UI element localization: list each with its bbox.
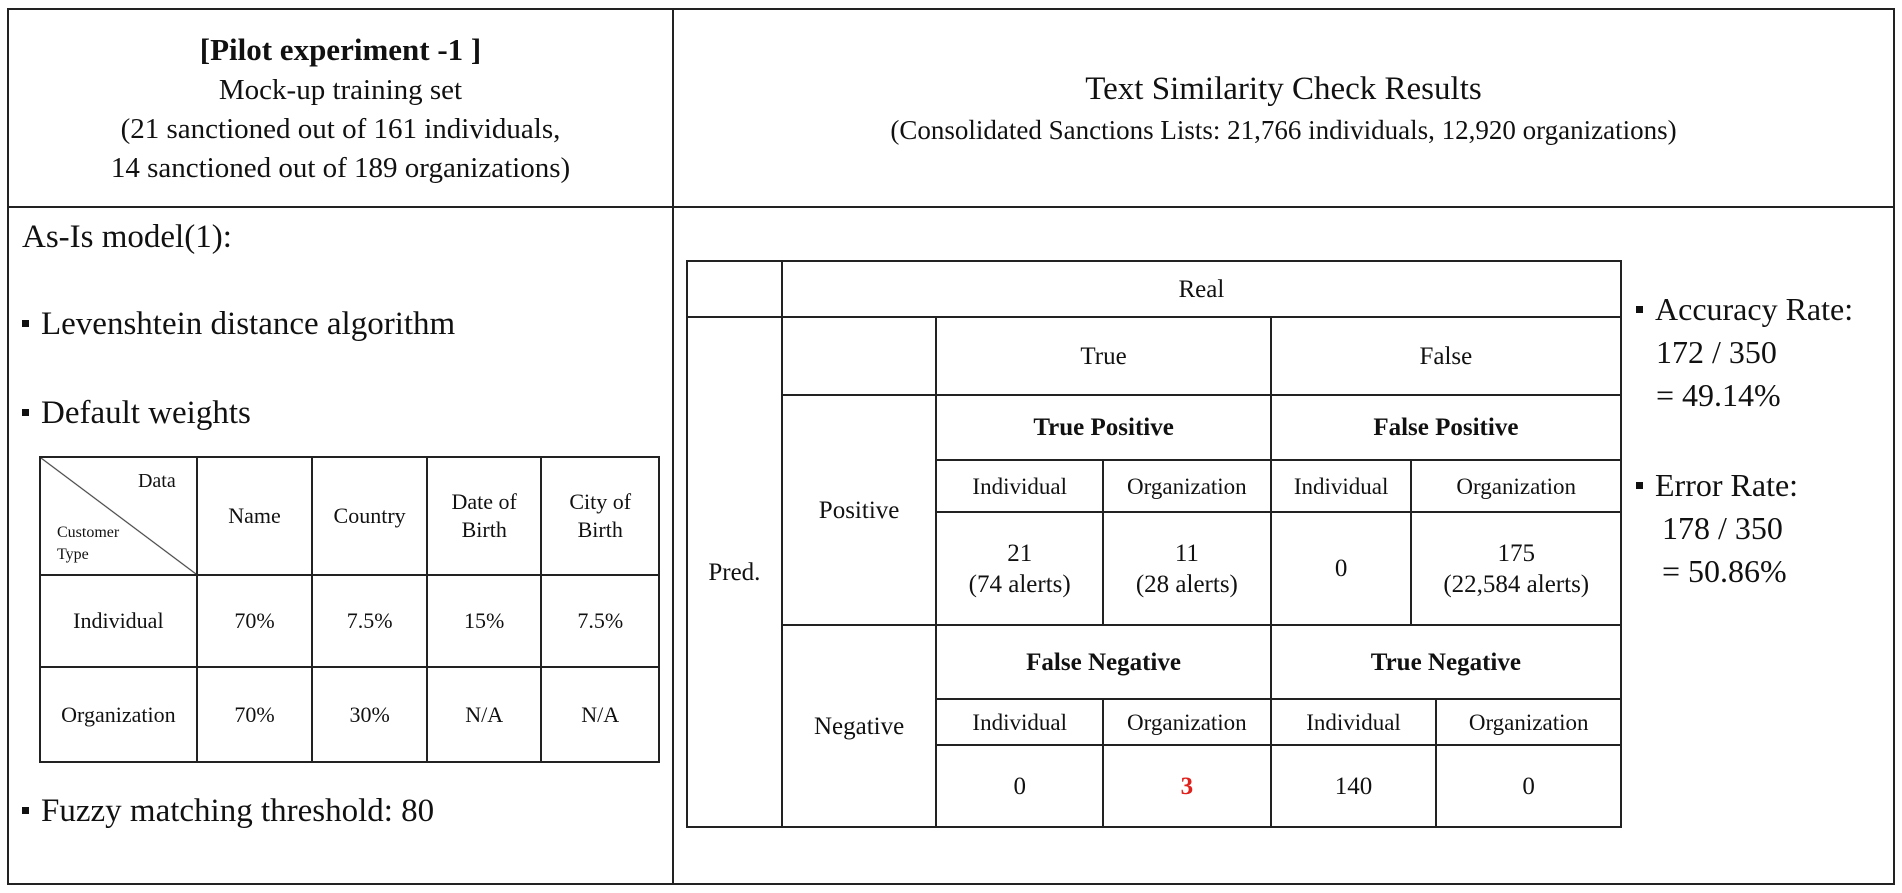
tn-individual-value: 140: [1271, 745, 1437, 827]
weights-corner-cell: [40, 457, 197, 575]
accuracy-rate-block: [1636, 288, 1853, 417]
tp-organization-header: Organization: [1103, 460, 1271, 512]
col-header-dob: Date of Birth: [427, 457, 542, 575]
tn-individual-header: Individual: [1271, 699, 1437, 745]
cell-value: 70%: [197, 667, 313, 762]
cell-value: 7.5%: [312, 575, 427, 667]
true-negative-label: True Negative: [1271, 625, 1621, 699]
accuracy-rate-value: = 49.14%: [1656, 377, 1781, 413]
col-header-name: Name: [197, 457, 313, 575]
row-type-organization: Organization: [40, 667, 197, 762]
pred-header: Pred.: [687, 317, 782, 827]
fp-organization-header: Organization: [1411, 460, 1621, 512]
corner-customer-type-label: Customer Type: [57, 524, 120, 563]
training-set-label: Mock-up training set: [218, 73, 463, 106]
bullet-icon: [1636, 306, 1643, 313]
cell-value: 70%: [197, 575, 313, 667]
experiment-title: [Pilot experiment -1 ]: [199, 31, 482, 67]
row-type-individual: Individual: [40, 575, 197, 667]
left-header: [9, 10, 672, 206]
negative-row-header: Negative: [782, 625, 937, 827]
tn-organization-value: 0: [1436, 745, 1621, 827]
real-false-header: False: [1271, 317, 1621, 395]
cell-value: 7.5%: [541, 575, 659, 667]
false-negative-label: False Negative: [936, 625, 1270, 699]
cell-value: 30%: [312, 667, 427, 762]
col-header-cob: City of Birth: [541, 457, 659, 575]
fp-individual-header: Individual: [1271, 460, 1412, 512]
error-rate-label: Error Rate:: [1636, 464, 1798, 507]
accuracy-rate-label: Accuracy Rate:: [1636, 288, 1853, 331]
bullet-icon: [1636, 482, 1643, 489]
confusion-matrix: [686, 260, 1622, 828]
tp-individual-header: Individual: [936, 460, 1103, 512]
fn-organization-value: 3: [1103, 745, 1271, 827]
bullet-algorithm: [22, 306, 455, 343]
fn-organization-header: Organization: [1103, 699, 1271, 745]
individuals-count: (21 sanctioned out of 161 individuals,: [120, 112, 561, 145]
matrix-blank-cell: [782, 317, 937, 395]
matrix-corner-cell: [687, 261, 782, 317]
bullet-algorithm-text: Levenshtein distance algorithm: [41, 306, 456, 342]
col-header-country: Country: [312, 457, 427, 575]
table-row: [40, 667, 659, 762]
fp-individual-value: 0: [1271, 512, 1412, 625]
cell-value: N/A: [427, 667, 542, 762]
bullet-icon: [22, 320, 29, 327]
true-positive-label: True Positive: [936, 395, 1270, 460]
bullet-threshold: [22, 793, 434, 830]
error-rate-fraction: 178 / 350: [1662, 510, 1783, 546]
bullet-weights-text: Default weights: [41, 395, 251, 431]
fn-individual-header: Individual: [936, 699, 1103, 745]
tp-individual-value: 21 (74 alerts): [936, 512, 1103, 625]
model-title: As-Is model(1):: [22, 219, 232, 255]
error-rate-value: = 50.86%: [1662, 553, 1787, 589]
positive-row-header: Positive: [782, 395, 937, 625]
right-header: [674, 10, 1893, 206]
tp-organization-value: 11 (28 alerts): [1103, 512, 1271, 625]
results-title: Text Similarity Check Results: [1085, 71, 1482, 107]
cell-value: N/A: [541, 667, 659, 762]
error-rate-block: [1636, 464, 1798, 593]
real-true-header: True: [936, 317, 1270, 395]
real-header: Real: [782, 261, 1621, 317]
fn-individual-value: 0: [936, 745, 1103, 827]
weights-table: [39, 456, 660, 763]
table-row: [40, 575, 659, 667]
organizations-count: 14 sanctioned out of 189 organizations): [110, 151, 571, 184]
accuracy-rate-fraction: 172 / 350: [1656, 334, 1777, 370]
bullet-threshold-text: Fuzzy matching threshold: 80: [41, 793, 435, 829]
corner-data-label: Data: [137, 470, 176, 492]
false-positive-label: False Positive: [1271, 395, 1621, 460]
header-divider: [7, 206, 1895, 208]
fp-organization-value: 175 (22,584 alerts): [1411, 512, 1621, 625]
tn-organization-header: Organization: [1436, 699, 1621, 745]
bullet-icon: [22, 807, 29, 814]
cell-value: 15%: [427, 575, 542, 667]
bullet-weights: [22, 395, 251, 432]
results-subtitle: (Consolidated Sanctions Lists: 21,766 individuals, 12,920 organizations): [890, 115, 1677, 145]
bullet-icon: [22, 409, 29, 416]
